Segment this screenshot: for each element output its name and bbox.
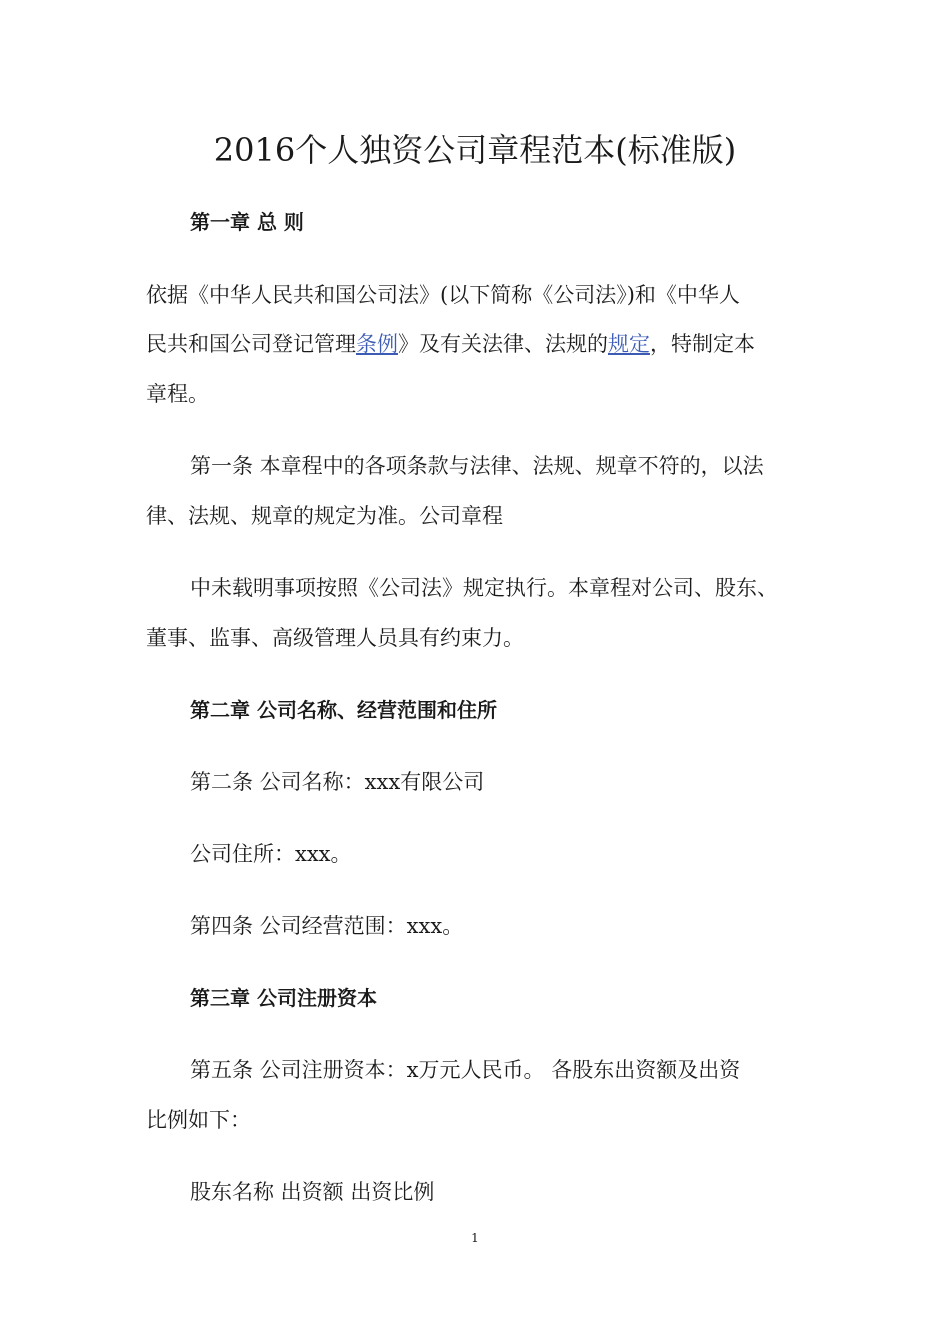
document-title: 2016个人独资公司章程范本(标准版) [213, 131, 737, 169]
provisions-link[interactable]: 规定 [608, 332, 650, 356]
article-1-cont-line-2: 董事、监事、高级管理人员具有约束力。 [146, 626, 524, 650]
page-number: 1 [471, 1231, 479, 1245]
article-1-line-1: 第一条 本章程中的各项条款与法律、法规、规章不符的，以法 [190, 454, 764, 478]
shareholder-table-header: 股东名称 出资额 出资比例 [190, 1180, 435, 1204]
article-4: 第四条 公司经营范围：xxx。 [190, 914, 464, 938]
article-2: 第二条 公司名称：xxx有限公司 [190, 770, 485, 794]
regulations-link[interactable]: 条例 [356, 332, 398, 356]
article-1-cont-line-1: 中未载明事项按照《公司法》规定执行。本章程对公司、股东、 [190, 576, 778, 600]
preamble-line-2 [146, 329, 755, 359]
preamble-text-c: ，特制定本 [650, 332, 755, 356]
preamble-text-b: 》及有关法律、法规的 [398, 332, 608, 356]
chapter-1-heading: 第一章 总 则 [190, 210, 304, 234]
preamble-text-a: 民共和国公司登记管理 [146, 332, 356, 356]
article-1-line-2: 律、法规、规章的规定为准。公司章程 [146, 504, 503, 528]
preamble-line-1: 依据《中华人民共和国公司法》(以下简称《公司法》)和《中华人 [146, 283, 740, 307]
chapter-2-heading: 第二章 公司名称、经营范围和住所 [190, 698, 497, 722]
chapter-3-heading: 第三章 公司注册资本 [190, 986, 377, 1010]
preamble-line-3: 章程。 [146, 382, 209, 406]
company-address: 公司住所：xxx。 [190, 842, 352, 866]
article-5-line-1: 第五条 公司注册资本：x万元人民币。 各股东出资额及出资 [190, 1058, 741, 1082]
article-5-line-2: 比例如下： [146, 1108, 251, 1132]
